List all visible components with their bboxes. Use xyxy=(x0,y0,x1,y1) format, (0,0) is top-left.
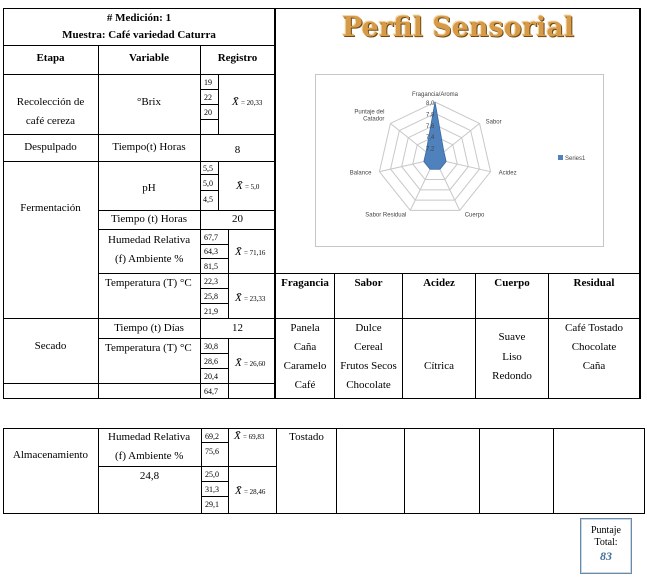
radar-category-label: Acidez xyxy=(498,170,517,177)
ferment-temp-value-3: 21,9 xyxy=(204,307,218,316)
storage-temp-mean: X̄ = 28,46 xyxy=(235,485,266,497)
fragancia-note-4: Café xyxy=(294,379,316,391)
ferment-hum-mean: X̄ = 71,16 xyxy=(235,246,266,258)
radar-chart-svg xyxy=(316,75,603,246)
sensory-header-cuerpo: Cuerpo xyxy=(494,277,530,289)
storage-temp-value-2: 31,3 xyxy=(205,485,219,494)
fragancia-note-1: Panela xyxy=(290,322,320,334)
acidez-note: Cítrica xyxy=(424,360,454,372)
radar-category-label: Balance xyxy=(349,170,372,177)
radar-category-label: Catador xyxy=(363,116,385,123)
variable-drying-time: Tiempo (t) Días xyxy=(114,322,184,334)
brix-mean: X̄ = 20,33 xyxy=(232,96,263,108)
stage-fermentation: Fermentación xyxy=(20,202,81,214)
stage-harvest-l1: Recolección de xyxy=(16,96,85,108)
sabor-note-3: Frutos Secos xyxy=(340,360,397,372)
drying-time-value: 12 xyxy=(232,322,243,334)
storage-fragancia-note: Tostado xyxy=(289,431,324,443)
cuerpo-note-3: Redondo xyxy=(492,370,532,382)
storage-temp-value-3: 29,1 xyxy=(205,500,219,509)
residual-note-3: Caña xyxy=(582,360,606,372)
variable-ferment-humidity-l2: (f) Ambiente % xyxy=(115,253,184,265)
sabor-note-2: Cereal xyxy=(354,341,383,353)
variable-storage-humidity-l2: (f) Ambiente % xyxy=(115,450,184,462)
mean-symbol: X̄ xyxy=(232,96,239,108)
total-score-label-l2: Total: xyxy=(594,537,618,548)
brix-value-3: 20 xyxy=(204,108,212,117)
legend-label: Series1 xyxy=(565,156,586,162)
storage-hum-value-1: 69,2 xyxy=(205,432,219,441)
ferment-temp-mean: X̄ = 23,33 xyxy=(235,292,266,304)
variable-ph: pH xyxy=(142,182,156,194)
ph-value-1: 5,5 xyxy=(203,164,213,173)
radar-tick-label: 7,2 xyxy=(426,146,435,153)
variable-storage-humidity-l1: Humedad Relativa xyxy=(108,431,191,443)
ferment-hum-value-3: 81,5 xyxy=(204,262,218,271)
stage-pulping: Despulpado xyxy=(24,141,77,153)
radar-category-label: Puntaje del xyxy=(354,109,385,116)
storage-hum-value-2: 75,6 xyxy=(205,447,219,456)
ferment-temp-value-2: 25,8 xyxy=(204,292,218,301)
ferment-hum-value-2: 64,3 xyxy=(204,247,218,256)
variable-pulping-time: Tiempo(t) Horas xyxy=(112,141,186,153)
chart-title: Perfil Sensorial xyxy=(341,12,575,43)
ferment-time-value: 20 xyxy=(232,213,243,225)
total-score-label-l1: Puntaje xyxy=(591,525,621,536)
fragancia-note-2: Caña xyxy=(293,341,317,353)
radar-chart xyxy=(315,74,604,247)
variable-ferment-humidity-l1: Humedad Relativa xyxy=(108,234,191,246)
total-score-box xyxy=(580,518,632,574)
sensory-header-fragancia: Fragancia xyxy=(281,277,329,289)
sensory-header-residual: Residual xyxy=(573,277,615,289)
stage-harvest-l2: café cereza xyxy=(25,115,76,127)
residual-note-2: Chocolate xyxy=(571,341,617,353)
radar-tick-label: 7,4 xyxy=(426,135,435,142)
ferment-temp-value-1: 22,3 xyxy=(204,277,218,286)
total-score-value: 83 xyxy=(600,549,612,563)
measurement-number: # Medición: 1 xyxy=(106,12,172,24)
ph-mean: X̄ = 5,0 xyxy=(236,180,260,192)
sensory-header-sabor: Sabor xyxy=(354,277,383,289)
legend-swatch xyxy=(558,155,563,160)
col-record: Registro xyxy=(217,52,258,64)
radar-category-label: Fragancia/Aroma xyxy=(411,92,459,98)
drying-temp-value-2: 28,6 xyxy=(204,357,218,366)
brix-value-1: 19 xyxy=(204,78,212,87)
sabor-note-1: Dulce xyxy=(355,322,382,334)
fragancia-note-3: Caramelo xyxy=(283,360,327,372)
ph-value-2: 5,0 xyxy=(203,179,213,188)
variable-drying-temp: Temperatura (T) °C xyxy=(105,342,192,354)
storage-temp-value-1: 25,0 xyxy=(205,470,219,479)
drying-temp-value-1: 30,8 xyxy=(204,342,218,351)
stage-drying: Secado xyxy=(34,340,67,352)
col-stage: Etapa xyxy=(36,52,65,64)
drying-temp-mean: X̄ = 26,60 xyxy=(235,357,266,369)
storage-extra-value: 24,8 xyxy=(139,470,160,482)
cuerpo-note-2: Liso xyxy=(502,351,522,363)
brix-value-2: 22 xyxy=(204,93,212,102)
cuerpo-note-1: Suave xyxy=(498,331,526,343)
variable-ferment-time: Tiempo (t) Horas xyxy=(111,213,187,225)
storage-hum-mean: X̄ = 69,83 xyxy=(234,430,265,442)
radar-tick-label: 7,8 xyxy=(426,112,435,119)
sensory-header-acidez: Acidez xyxy=(423,277,455,289)
radar-category-label: Sabor xyxy=(485,119,502,126)
radar-category-label: Sabor Residual xyxy=(365,212,407,219)
pulping-time-value: 8 xyxy=(234,144,241,156)
radar-tick-label: 7,6 xyxy=(426,123,435,130)
ph-value-3: 4,5 xyxy=(203,195,213,204)
variable-ferment-temp: Temperatura (T) °C xyxy=(105,277,192,289)
radar-category-label: Cuerpo xyxy=(464,212,485,219)
radar-tick-label: 8,0 xyxy=(426,101,435,107)
drying-temp-value-3: 20,4 xyxy=(204,372,218,381)
residual-note-1: Café Tostado xyxy=(565,322,623,334)
sample-name: Muestra: Café variedad Caturra xyxy=(62,29,216,41)
drying-temp-value-4: 64,7 xyxy=(204,387,218,396)
col-variable: Variable xyxy=(129,52,169,64)
ferment-hum-value-1: 67,7 xyxy=(204,233,218,242)
sabor-note-4: Chocolate xyxy=(346,379,391,391)
stage-storage: Almacenamiento xyxy=(12,449,89,461)
variable-brix: °Brix xyxy=(137,96,161,108)
